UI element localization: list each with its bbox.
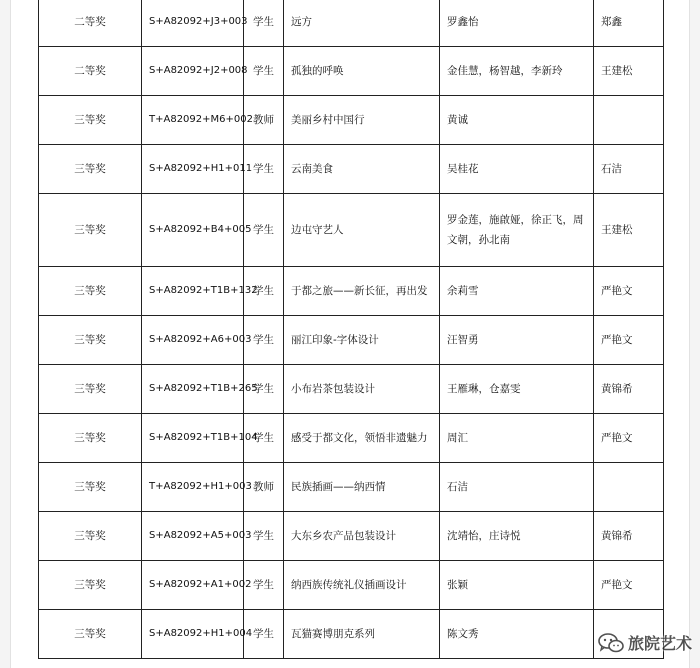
advisor-cell: 王建松 <box>594 194 664 267</box>
entry-code-cell: S+A82092+A5+003 <box>142 512 244 561</box>
advisor-cell: 黄锦希 <box>594 365 664 414</box>
authors-cell: 黄诚 <box>440 96 594 145</box>
authors-cell: 汪智勇 <box>440 316 594 365</box>
award-level-cell: 二等奖 <box>39 0 142 47</box>
award-level-cell: 三等奖 <box>39 610 142 659</box>
award-level-cell: 三等奖 <box>39 145 142 194</box>
authors-cell: 周汇 <box>440 414 594 463</box>
table-row <box>39 561 664 610</box>
authors-cell: 罗鑫怡 <box>440 0 594 47</box>
authors-cell: 罗金莲，施啟娅，徐正飞，周文朝，孙北南 <box>440 194 594 267</box>
work-title-cell: 美丽乡村中国行 <box>284 96 440 145</box>
table-row <box>39 0 664 47</box>
work-title-cell: 云南美食 <box>284 145 440 194</box>
entry-code-cell: T+A82092+H1+003 <box>142 463 244 512</box>
awards-table-body <box>39 0 664 659</box>
table-row <box>39 47 664 96</box>
entry-code-cell: S+A82092+T1B+132 <box>142 267 244 316</box>
award-level-cell: 三等奖 <box>39 316 142 365</box>
role-cell: 学生 <box>244 414 284 463</box>
authors-cell: 陈文秀 <box>440 610 594 659</box>
work-title-cell: 丽江印象-字体设计 <box>284 316 440 365</box>
award-level-cell: 三等奖 <box>39 414 142 463</box>
entry-code-cell: S+A82092+T1B+104 <box>142 414 244 463</box>
role-cell: 学生 <box>244 0 284 47</box>
award-level-cell: 三等奖 <box>39 194 142 267</box>
table-row <box>39 512 664 561</box>
work-title-cell: 大东乡农产品包装设计 <box>284 512 440 561</box>
authors-cell: 沈靖怡，庄诗悦 <box>440 512 594 561</box>
advisor-cell: 黄锦希 <box>594 512 664 561</box>
right-page-margin <box>689 0 700 668</box>
authors-cell: 余莉雪 <box>440 267 594 316</box>
work-title-cell: 民族插画——纳西情 <box>284 463 440 512</box>
work-title-cell: 瓦猫赛博朋克系列 <box>284 610 440 659</box>
authors-cell: 石洁 <box>440 463 594 512</box>
award-level-cell: 三等奖 <box>39 267 142 316</box>
table-row <box>39 463 664 512</box>
role-cell: 学生 <box>244 267 284 316</box>
advisor-cell: 严艳文 <box>594 561 664 610</box>
authors-cell: 王雁琳，仓嘉雯 <box>440 365 594 414</box>
authors-cell: 金佳慧，杨智越，李新玲 <box>440 47 594 96</box>
role-cell: 学生 <box>244 47 284 96</box>
watermark-text: 旅院艺术 <box>627 634 692 653</box>
table-row <box>39 145 664 194</box>
table-row <box>39 96 664 145</box>
role-cell: 学生 <box>244 561 284 610</box>
left-page-margin <box>0 0 11 668</box>
advisor-cell: 王建松 <box>594 47 664 96</box>
role-cell: 教师 <box>244 463 284 512</box>
advisor-cell <box>594 96 664 145</box>
authors-cell: 吴桂花 <box>440 145 594 194</box>
table-row <box>39 365 664 414</box>
role-cell: 学生 <box>244 512 284 561</box>
advisor-cell: 严艳文 <box>594 414 664 463</box>
work-title-cell: 感受于都文化，领悟非遗魅力 <box>284 414 440 463</box>
award-level-cell: 三等奖 <box>39 96 142 145</box>
advisor-cell <box>594 463 664 512</box>
authors-cell: 张颖 <box>440 561 594 610</box>
role-cell: 学生 <box>244 194 284 267</box>
award-level-cell: 三等奖 <box>39 365 142 414</box>
table-row <box>39 316 664 365</box>
role-cell: 学生 <box>244 365 284 414</box>
work-title-cell: 孤独的呼唤 <box>284 47 440 96</box>
award-level-cell: 二等奖 <box>39 47 142 96</box>
entry-code-cell: S+A82092+T1B+265 <box>142 365 244 414</box>
award-level-cell: 三等奖 <box>39 463 142 512</box>
role-cell: 学生 <box>244 610 284 659</box>
work-title-cell: 小布岩茶包装设计 <box>284 365 440 414</box>
work-title-cell: 远方 <box>284 0 440 47</box>
entry-code-cell: S+A82092+A1+002 <box>142 561 244 610</box>
award-level-cell: 三等奖 <box>39 512 142 561</box>
awards-table <box>38 0 664 659</box>
role-cell: 学生 <box>244 145 284 194</box>
role-cell: 学生 <box>244 316 284 365</box>
advisor-cell: 严艳文 <box>594 316 664 365</box>
table-row <box>39 414 664 463</box>
entry-code-cell: S+A82092+B4+005 <box>142 194 244 267</box>
advisor-cell: 郑鑫 <box>594 0 664 47</box>
award-level-cell: 三等奖 <box>39 561 142 610</box>
work-title-cell: 纳西族传统礼仪插画设计 <box>284 561 440 610</box>
entry-code-cell: T+A82092+M6+002 <box>142 96 244 145</box>
role-cell: 教师 <box>244 96 284 145</box>
advisor-cell: 石洁 <box>594 145 664 194</box>
work-title-cell: 于都之旅——新长征，再出发 <box>284 267 440 316</box>
watermark <box>598 631 692 654</box>
entry-code-cell: S+A82092+H1+004 <box>142 610 244 659</box>
work-title-cell: 边屯守艺人 <box>284 194 440 267</box>
table-row <box>39 194 664 267</box>
table-row <box>39 267 664 316</box>
entry-code-cell: S+A82092+A6+003 <box>142 316 244 365</box>
wechat-icon <box>598 633 624 653</box>
entry-code-cell: S+A82092+H1+011 <box>142 145 244 194</box>
table-row <box>39 610 664 659</box>
entry-code-cell: S+A82092+J2+008 <box>142 47 244 96</box>
entry-code-cell: S+A82092+J3+003 <box>142 0 244 47</box>
advisor-cell: 严艳文 <box>594 267 664 316</box>
